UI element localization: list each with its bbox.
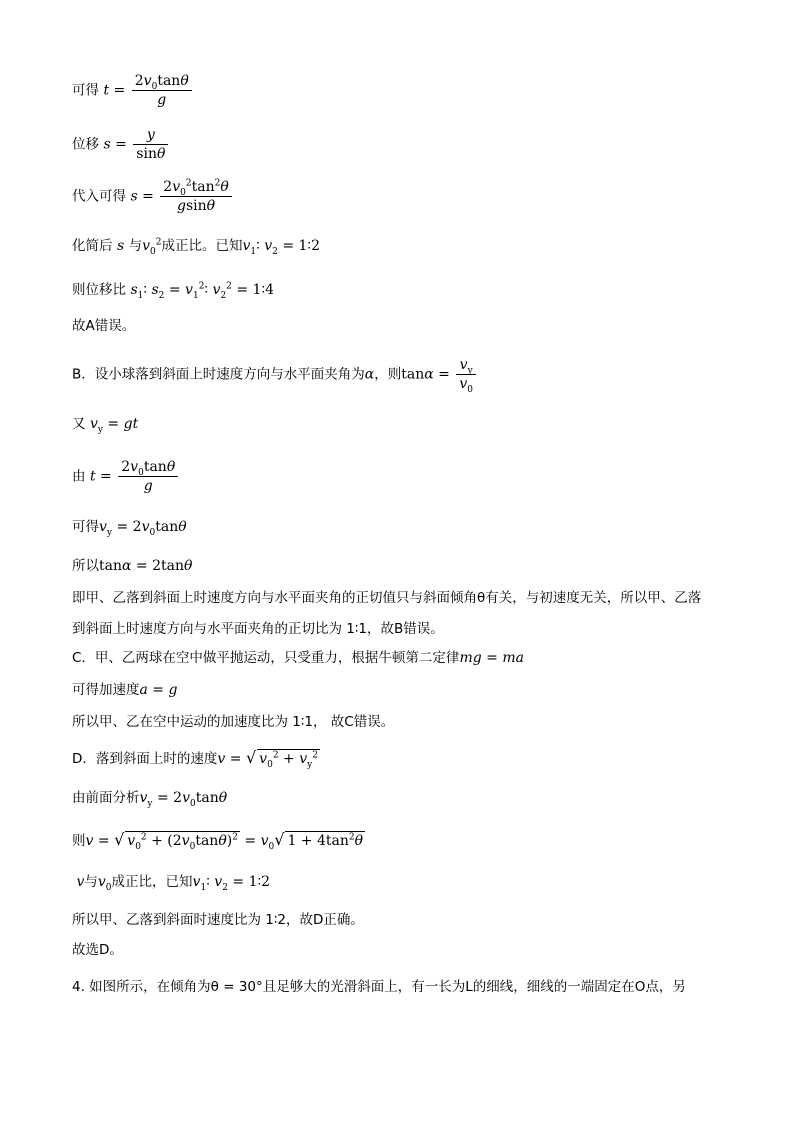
text-d-conclusion: 所以甲、乙落到斜面时速度比为 1∶2，故D正确。: [72, 912, 364, 928]
text-d-analysis: 由前面分析$v_y = 2v_0\tan\theta$: [72, 790, 228, 809]
text-c-conclusion: 所以甲、乙在空中运动的加速度比为 1∶1， 故C错误。: [72, 714, 395, 730]
eq-tan-alpha: 所以tanα = 2tanθ: [72, 558, 193, 574]
eq-vy: 又 $v_y$ = gt: [72, 416, 139, 435]
text-c-intro: C．甲、乙两球在空中做平抛运动，只受重力，根据牛顿第二定律mg = ma: [72, 650, 524, 666]
text-a-wrong: 故A错误。: [72, 318, 136, 334]
eq-from-t: 由 t = $\frac{2v_0\tan\theta}{g}$: [72, 458, 180, 495]
eq-vy-result: 可得$v_y = 2v_0\tan\theta$: [72, 519, 187, 538]
text-b-conclusion-2: 到斜面上时速度方向与水平面夹角的正切比为 1∶1，故B错误。: [72, 621, 444, 637]
eq-displacement: 位移 s = $\frac{y}{\sin\theta}$: [72, 126, 170, 163]
text-d-proportional: v与$v_0$成正比，已知$v_1∶$ $v_2$ = 1∶2: [76, 874, 271, 893]
question-4-text: 4. 如图所示，在倾角为θ = 30°且足够大的光滑斜面上，有一长为L的细线，细线的一端固定在O点，另: [72, 979, 686, 995]
text-c-acc: 可得加速度a = g: [72, 682, 178, 698]
eq-v-result: 则v = √ $v_0^2 + (2v_0\tan\theta)^2 = v_0√$ $1 + 4\tan^2\theta$: [72, 830, 364, 852]
eq-time: 可得 t = $\frac{2v_0\tan\theta}{g}$: [72, 72, 194, 109]
text-b-conclusion-1: 即甲、乙落到斜面上时速度方向与水平面夹角的正切值只与斜面倾角θ有关，与初速度无关，所以甲、乙落: [72, 590, 702, 606]
eq-substitute: 代入可得 s = $\frac{2v_0^2\tan^2\theta}{gsin\theta}$: [72, 178, 234, 215]
text-simplify: 化简后 s 与$v_0^2$成正比。已知$v_1∶$ $v_2$ = 1∶2: [72, 237, 320, 257]
text-d-intro: D．落到斜面上时的速度v = √ $v_0^2 + v_y^2$: [72, 748, 318, 770]
text-answer: 故选D。: [72, 942, 123, 958]
text-ratio: 则位移比 $s_1∶$ $s_2$ = $v_1^2∶$ $v_2^2$ = 1∶4: [72, 281, 274, 301]
text-b-intro: B．设小球落到斜面上时速度方向与水平面夹角为α，则tanα = $\frac{v_y}{v_0}$: [72, 356, 478, 393]
